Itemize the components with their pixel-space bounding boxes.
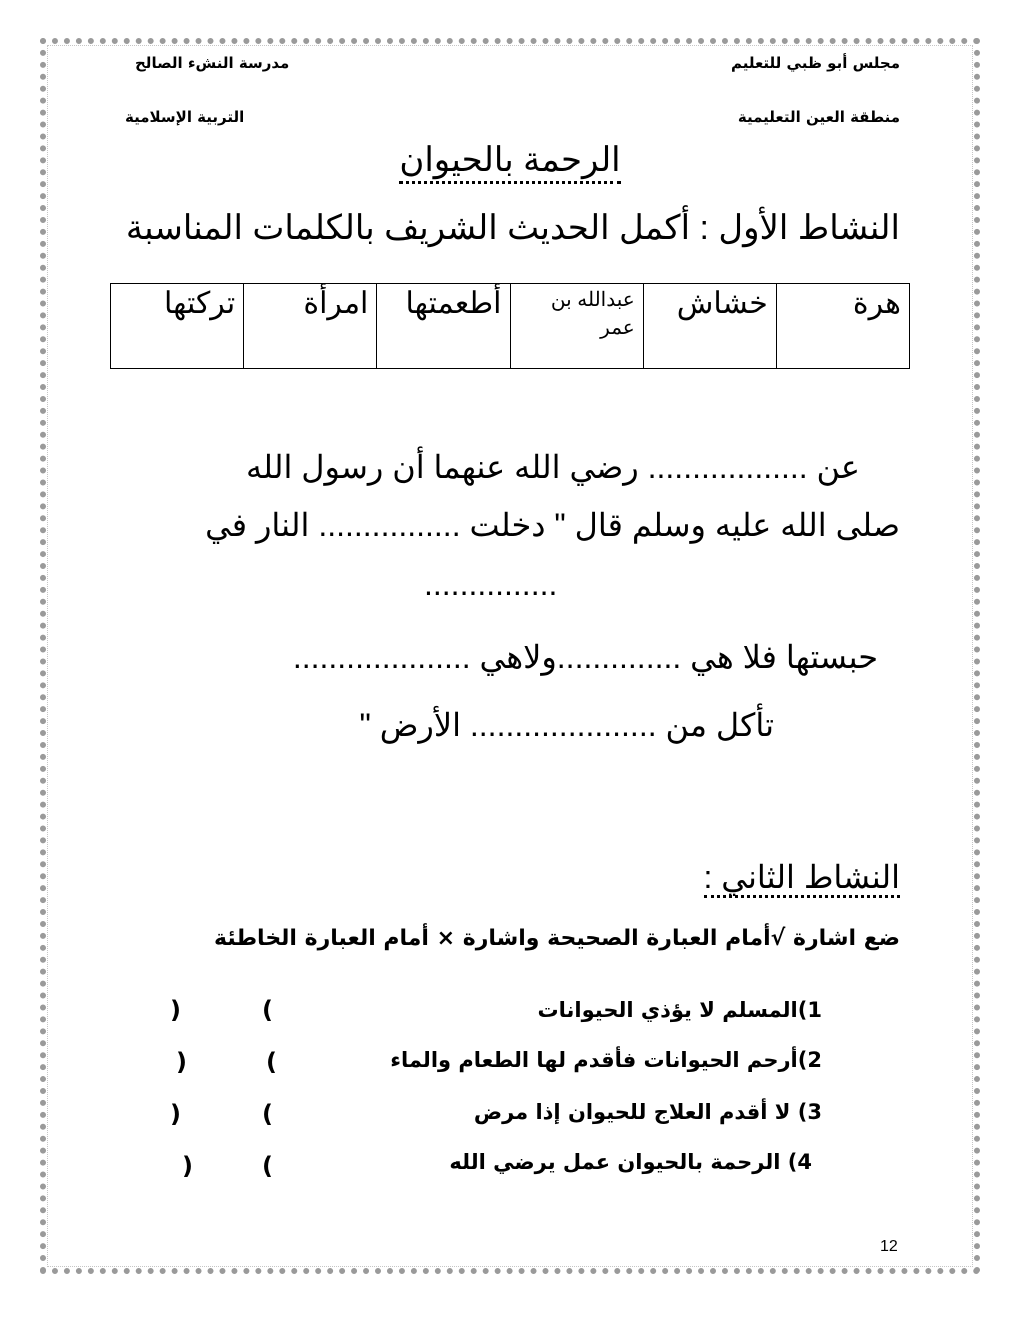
header-council: مجلس أبو ظبي للتعليم — [730, 54, 900, 72]
word-cell: امرأة — [244, 284, 377, 369]
page-number: 12 — [880, 1238, 898, 1255]
answer-open-paren: ( — [262, 1152, 273, 1180]
hadith-line-2: صلى الله عليه وسلم قال " دخلت ................ النار في — [205, 507, 900, 543]
hadith-line-1: عن .................. رضي الله عنهما أن رسول الله — [246, 449, 860, 485]
header-subject: التربية الإسلامية — [125, 108, 245, 126]
word-bank-table — [110, 283, 910, 369]
answer-open-paren: ( — [262, 1100, 273, 1128]
hadith-line-3: ............... — [424, 566, 558, 602]
activity2-heading: النشاط الثاني : — [704, 858, 900, 896]
header-zone: منطقة العين التعليمية — [737, 108, 900, 126]
word-cell: خشاش — [643, 284, 776, 369]
activity2-instruction: ضع اشارة √أمام العبارة الصحيحة واشارة × أمام العبارة الخاطئة — [214, 926, 900, 951]
answer-open-paren: ( — [262, 996, 273, 1024]
hadith-line-5: تأكل من ..................... الأرض " — [359, 707, 774, 743]
statement-1: 1)المسلم لا يؤذي الحيوانات — [537, 998, 822, 1022]
answer-close-paren: ) — [170, 996, 181, 1024]
statement-4: 4) الرحمة بالحيوان عمل يرضي الله — [449, 1150, 812, 1174]
hadith-line-4: حبستها فلا هي ..............ولاهي .................... — [292, 639, 878, 675]
statement-3: 3) لا أقدم العلاج للحيوان إذا مرض — [473, 1100, 822, 1124]
answer-close-paren: ) — [182, 1152, 193, 1180]
answer-close-paren: ) — [170, 1100, 181, 1128]
word-cell: تركتها — [111, 284, 244, 369]
word-cell: أطعمتها — [377, 284, 510, 369]
answer-close-paren: ) — [176, 1048, 187, 1076]
page-title: الرحمة بالحيوان — [0, 140, 1020, 180]
statement-2: 2)أرحم الحيوانات فأقدم لها الطعام والماء — [390, 1048, 822, 1072]
answer-open-paren: ( — [266, 1048, 277, 1076]
word-cell: هرة — [776, 284, 909, 369]
header-school: مدرسة النشء الصالح — [135, 54, 290, 72]
word-cell: عبدالله بن عمر — [510, 284, 643, 369]
activity1-instruction: النشاط الأول : أكمل الحديث الشريف بالكلمات المناسبة — [125, 209, 900, 247]
